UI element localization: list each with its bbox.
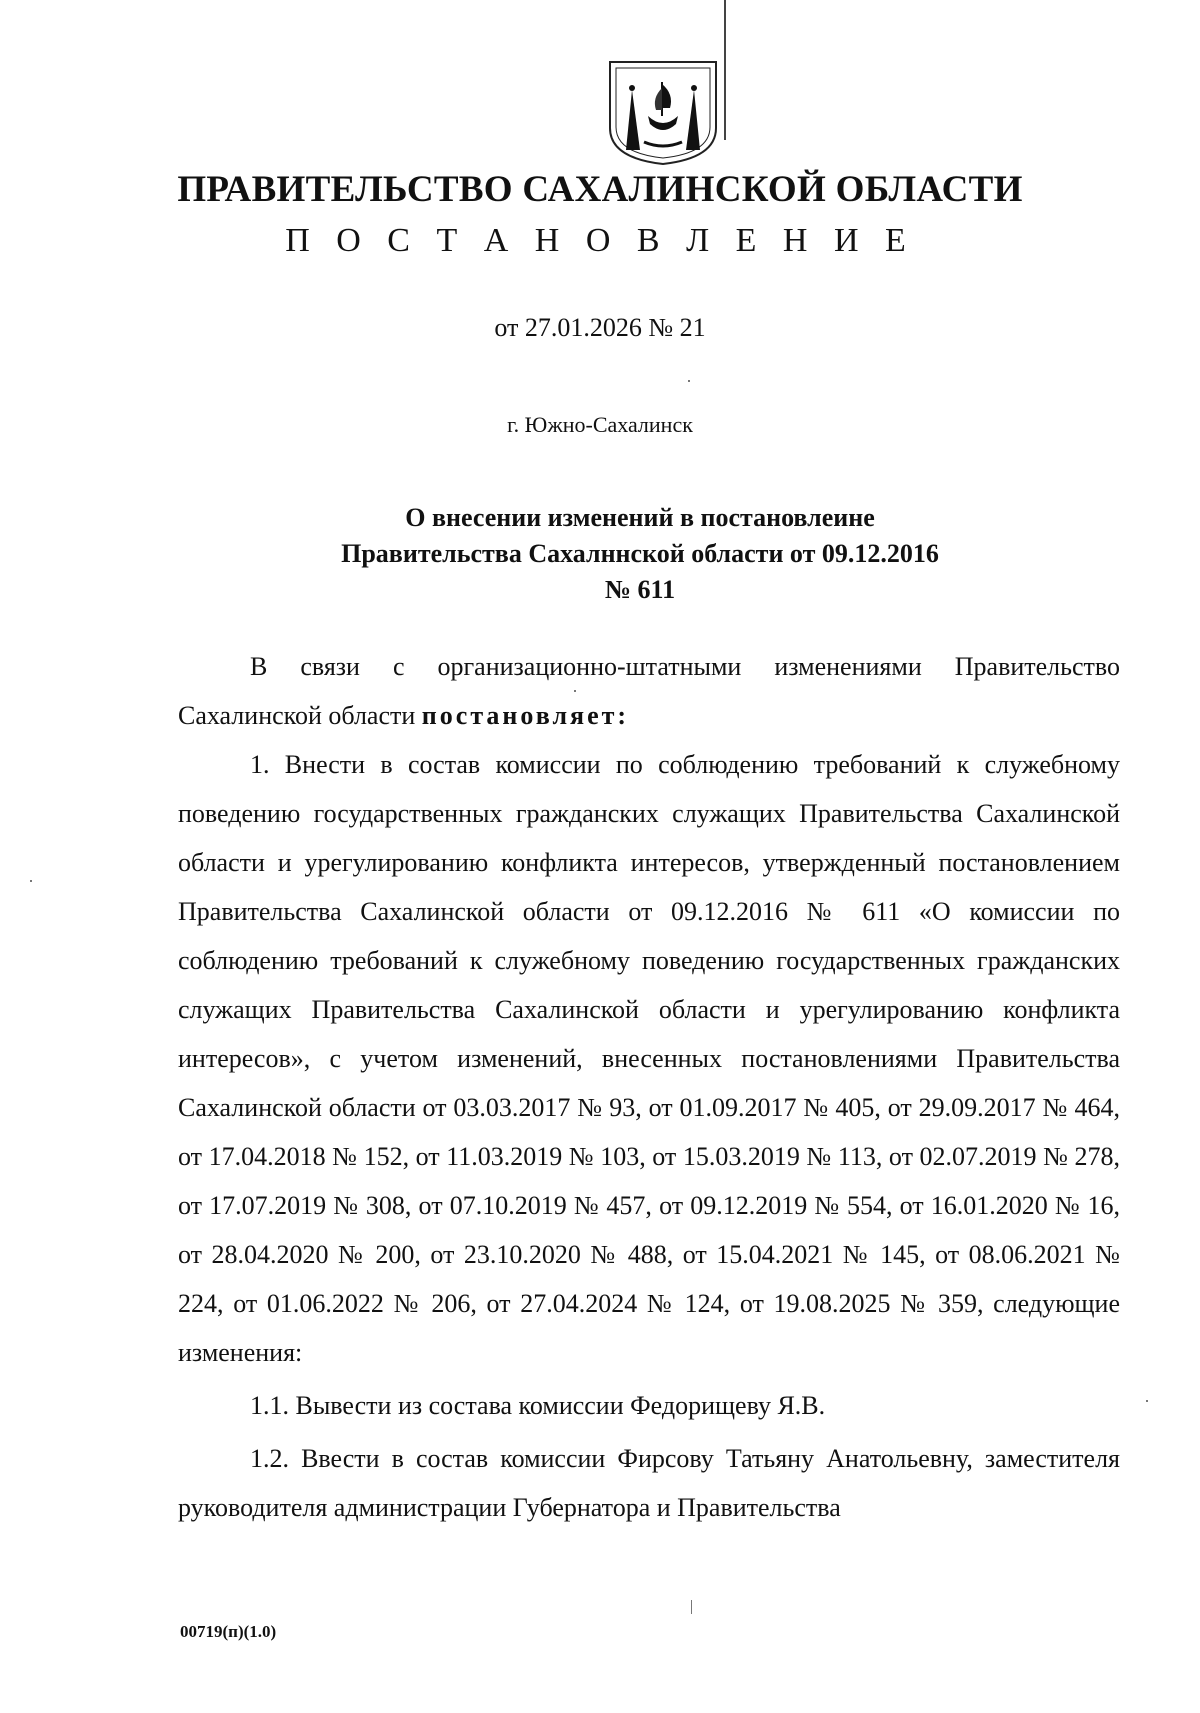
scan-speck <box>688 380 690 382</box>
scan-speck <box>1146 1400 1148 1402</box>
scan-speck <box>574 690 576 692</box>
subject-line-2: Правительства Сахалннской области от 09.12.2016 <box>341 539 939 568</box>
document-body <box>178 642 1120 1532</box>
item-1-2-paragraph: 1.2. Ввести в состав комиссии Фирсову Татьяну Анатольевну, заместителя руководителя администрации Губернатора и Правительства <box>178 1444 1120 1522</box>
item-1-paragraph: 1. Внести в состав комиссии по соблюдению требований к служебному поведению государственных гражданских служащих Правительства Сахалинской области и урегулированию конфликта интересов, утвержденный постановлением Правительства Сахалинской области от 09.12.2016 № 611 «О комиссии по соблюдению требований к служебному поведению государственных гражданских служащих Правительства Сахалинской области и урегулированию конфликта интересов», с учетом изменений, внесенных постановлениями Правительства Сахалинской области от 03.03.2017 № 93, от 01.09.2017 № 405, от 29.09.2017 № 464, от 17.04.2018 № 152, от 11.03.2019 № 103, от 15.03.2019 № 113, от 02.07.2019 № 278, от 17.07.2019 № 308, от 07.10.2019 № 457, от 09.12.2019 № 554, от 16.01.2020 № 16, от 28.04.2020 № 200, от 23.10.2020 № 488, от 15.04.2021 № 145, от 08.06.2021 № 224, от 01.06.2022 № 206, от 27.04.2024 № 124, от 19.08.2025 № 359, следующие изменения: <box>178 750 1120 1367</box>
subject-line-1: О внесении изменений в постановлеине <box>405 503 875 532</box>
document-subject <box>0 500 1200 608</box>
scan-artifact-line <box>724 0 726 140</box>
scan-speck <box>691 1600 692 1614</box>
document-date-number: от 27.01.2026 № 21 <box>494 313 706 342</box>
document-type: П О С Т А Н О В Л Е Н И Е <box>285 222 915 259</box>
intro-keyword: постановляет: <box>421 701 630 730</box>
sakhalin-coat-of-arms-icon <box>604 58 722 166</box>
item-1-1-paragraph: 1.1. Вывести из состава комиссии Федорищеву Я.В. <box>250 1391 826 1420</box>
document-city: г. Южно-Сахалинск <box>507 412 693 437</box>
intro-text: В связи с организационно-штатными изменениями Правительство Сахалинской области <box>178 652 1120 730</box>
intro-paragraph <box>178 642 1120 740</box>
government-title: ПРАВИТЕЛЬСТВО САХАЛИНСКОЙ ОБЛАСТИ <box>177 169 1023 210</box>
form-code: 00719(п)(1.0) <box>180 1622 277 1641</box>
scan-speck <box>30 880 32 882</box>
subject-line-3: № 611 <box>604 575 676 604</box>
